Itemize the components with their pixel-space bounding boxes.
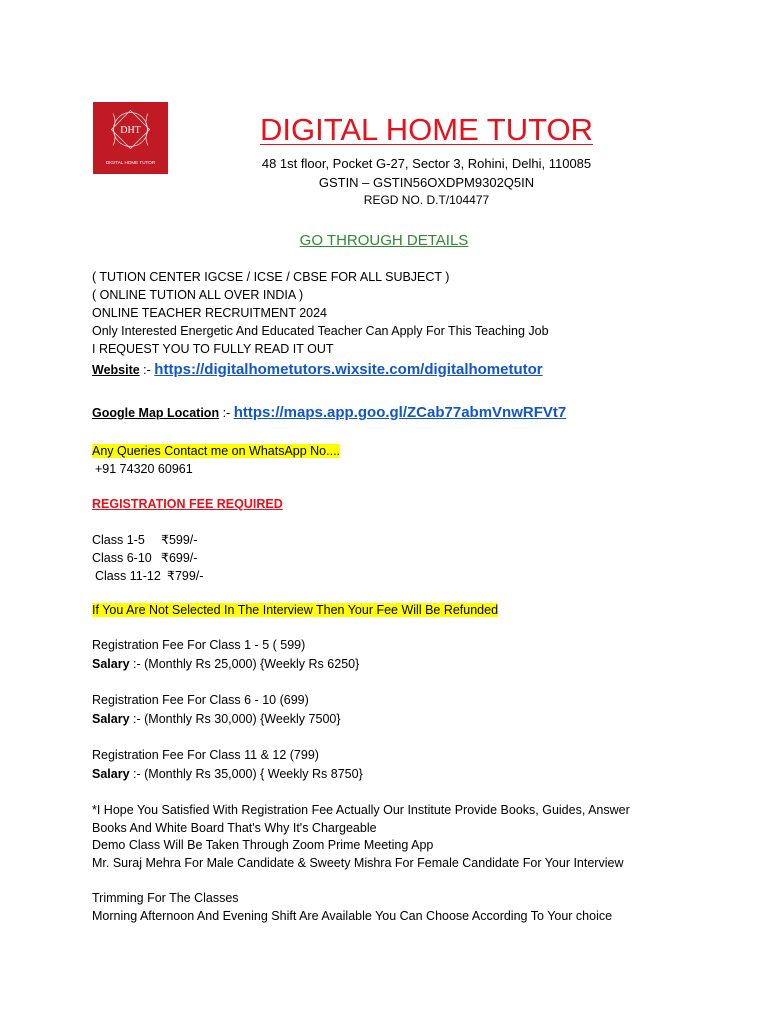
note-line: Books And White Board That's Why It's Chargeable — [92, 821, 377, 835]
company-regd-no: REGD NO. D.T/104477 — [363, 193, 490, 207]
logo-caption: DIGITAL HOME TUTOR — [105, 160, 156, 165]
map-sep: :- — [219, 406, 234, 420]
salary-line: Salary :- (Monthly Rs 30,000) {Weekly 7500} — [92, 712, 341, 726]
map-row — [92, 404, 566, 421]
website-label: Website — [92, 363, 140, 377]
fee-amount: ₹699/- — [161, 551, 198, 565]
fee-amount: ₹799/- — [167, 569, 204, 583]
intro-line: ONLINE TEACHER RECRUITMENT 2024 — [92, 306, 328, 320]
section-title: GO THROUGH DETAILS — [299, 232, 469, 249]
fee-class: Class 6-10 — [92, 551, 152, 565]
company-gstin: GSTIN – GSTIN56OXDPM9302Q5IN — [318, 175, 535, 190]
fee-row — [92, 532, 197, 547]
company-name: DIGITAL HOME TUTOR — [260, 112, 593, 147]
registration-heading: REGISTRATION FEE REQUIRED — [92, 497, 283, 511]
website-row — [92, 361, 543, 378]
salary-line: Salary :- (Monthly Rs 25,000) {Weekly Rs 6250} — [92, 657, 360, 671]
note-line: Mr. Suraj Mehra For Male Candidate & Sweety Mishra For Female Candidate For Your Interview — [92, 856, 624, 870]
registration-fee-line: Registration Fee For Class 11 & 12 (799) — [92, 748, 319, 762]
fee-row — [95, 568, 203, 583]
registration-fee-line: Registration Fee For Class 1 - 5 ( 599) — [92, 638, 306, 652]
note-line: *I Hope You Satisfied With Registration Fee Actually Our Institute Provide Books, Guides, Answer — [92, 803, 630, 817]
registration-fee-line: Registration Fee For Class 6 - 10 (699) — [92, 693, 309, 707]
website-sep: :- — [139, 363, 155, 377]
note-line: Demo Class Will Be Taken Through Zoom Prime Meeting App — [92, 838, 434, 852]
fee-row — [92, 550, 197, 565]
company-address: 48 1st floor, Pocket G-27, Sector 3, Rohini, Delhi, 110085 — [261, 156, 592, 171]
refund-note: If You Are Not Selected In The Interview Then Your Fee Will Be Refunded — [92, 603, 499, 617]
page-title — [0, 112, 768, 148]
intro-line: Only Interested Energetic And Educated Teacher Can Apply For This Teaching Job — [92, 324, 549, 338]
fee-class: Class 1-5 — [92, 533, 145, 547]
contact-note: Any Queries Contact me on WhatsApp No.... — [92, 444, 341, 458]
website-link[interactable]: https://digitalhometutors.wixsite.com/digitalhometutor — [154, 361, 543, 378]
timing-line: Trimming For The Classes — [92, 891, 239, 905]
intro-line: ( TUTION CENTER IGCSE / ICSE / CBSE FOR ALL SUBJECT ) — [92, 270, 450, 284]
map-link[interactable]: https://maps.app.goo.gl/ZCab77abmVnwRFVt7 — [233, 404, 567, 421]
intro-line: I REQUEST YOU TO FULLY READ IT OUT — [92, 342, 334, 356]
salary-line: Salary :- (Monthly Rs 35,000) { Weekly Rs 8750} — [92, 767, 363, 781]
contact-phone: +91 74320 60961 — [95, 462, 193, 476]
logo-monogram: DHT — [120, 125, 141, 136]
intro-line: ( ONLINE TUTION ALL OVER INDIA ) — [92, 288, 304, 302]
map-label: Google Map Location — [92, 406, 220, 420]
fee-class: Class 11-12 — [95, 569, 161, 583]
fee-amount: ₹599/- — [161, 533, 198, 547]
timing-line: Morning Afternoon And Evening Shift Are Available You Can Choose According To Your choice — [92, 909, 613, 923]
